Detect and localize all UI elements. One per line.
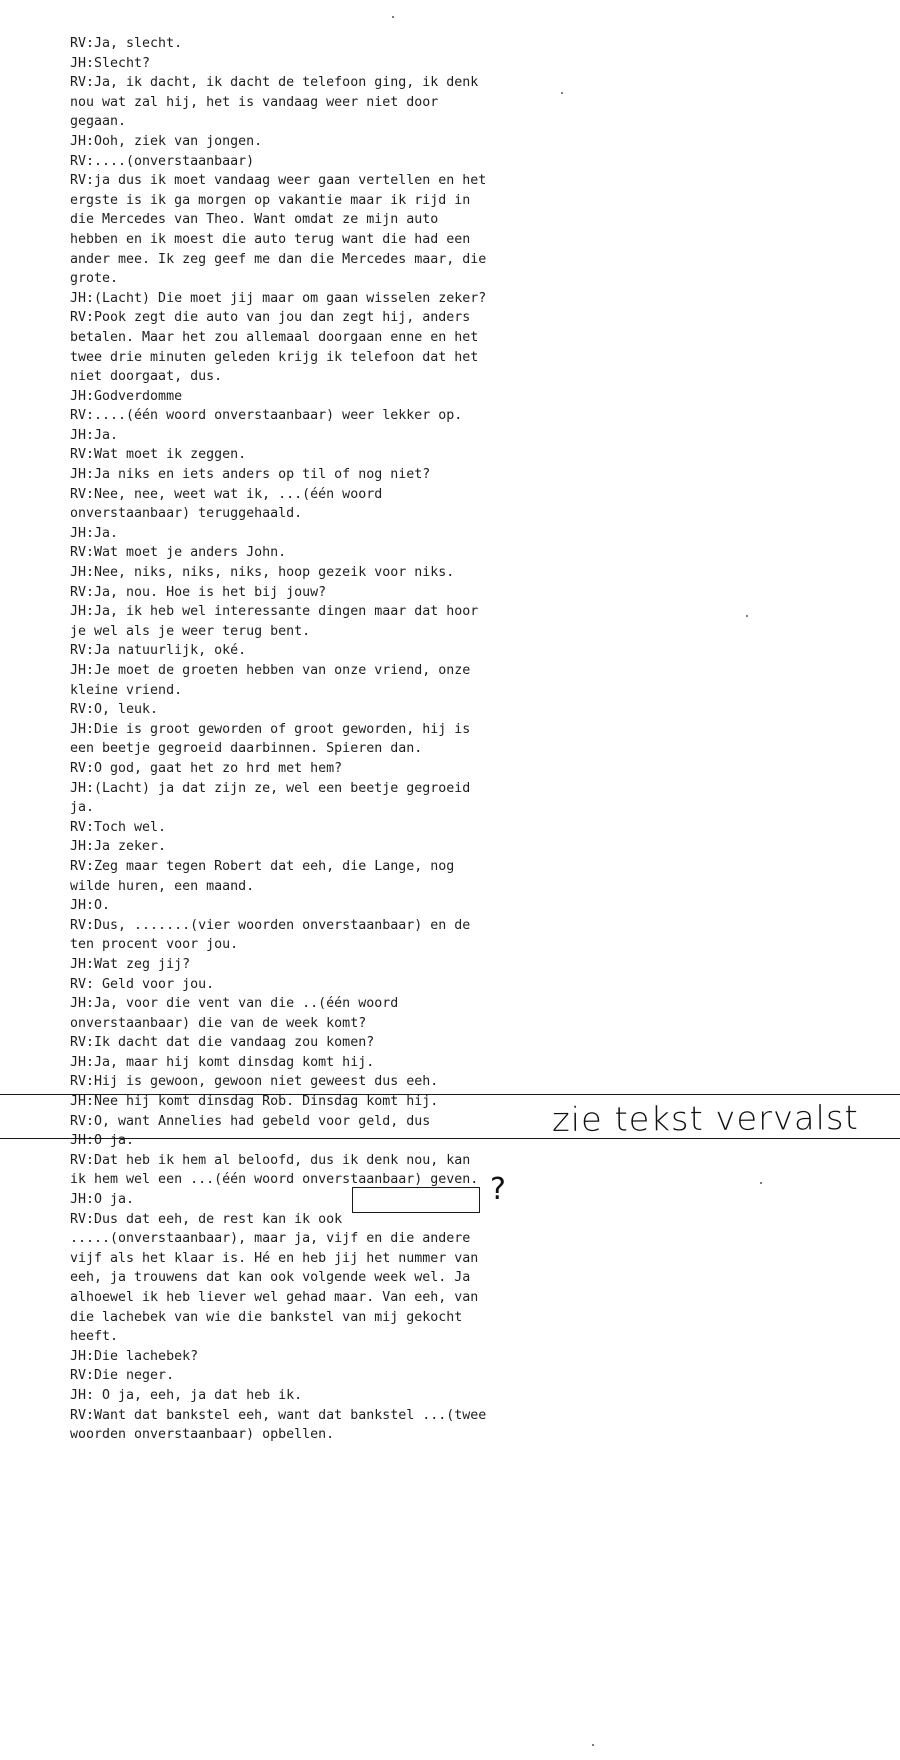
transcript-line: ten procent voor jou. xyxy=(70,937,239,953)
transcript-line: grote. xyxy=(70,271,119,287)
transcript-line: RV: Geld voor jou. xyxy=(70,976,215,992)
transcript-line: JH:O ja. xyxy=(70,1192,135,1208)
transcript-line: RV:Dus dat eeh, de rest kan ik ook xyxy=(70,1211,343,1227)
transcript-line: RV:Zeg maar tegen Robert dat eeh, die Lange, nog xyxy=(70,858,455,874)
transcript-line: woorden onverstaanbaar) opbellen. xyxy=(70,1427,335,1443)
transcript-line: wilde huren, een maand. xyxy=(70,878,255,894)
transcript-line: JH:Ja zeker. xyxy=(70,839,167,855)
scan-speck xyxy=(760,1182,762,1184)
transcript-line: JH:O. xyxy=(70,898,111,914)
transcript-line: RV:Ja natuurlijk, oké. xyxy=(70,643,247,659)
transcript-line: ander mee. Ik zeg geef me dan die Mercedes maar, die xyxy=(70,251,487,267)
transcript-line: RV:....(één woord onverstaanbaar) weer lekker op. xyxy=(70,408,463,424)
transcript-line: JH:Die lachebek? xyxy=(70,1348,199,1364)
transcript-line: RV:Die neger. xyxy=(70,1368,175,1384)
transcript-line: ergste is ik ga morgen op vakantie maar ik rijd in xyxy=(70,192,471,208)
handdrawn-box-mark xyxy=(352,1187,480,1213)
transcript-line: alhoewel ik heb liever wel gehad maar. Van eeh, van xyxy=(70,1290,479,1305)
transcript-line: RV:Dus, .......(vier woorden onverstaanbaar) en de xyxy=(70,917,471,933)
transcript-line: niet doorgaat, dus. xyxy=(70,369,223,385)
transcript-line: JH:(Lacht) Die moet jij maar om gaan wisselen zeker? xyxy=(70,290,487,306)
transcript-body xyxy=(70,34,590,1445)
transcript-line: je wel als je weer terug bent. xyxy=(70,623,311,639)
transcript-line: JH:Godverdomme xyxy=(70,388,183,404)
transcript-line: JH:Nee hij komt dinsdag Rob. Dinsdag komt hij. xyxy=(70,1094,439,1110)
transcript-line: RV:Ja, ik dacht, ik dacht de telefoon ging, ik denk xyxy=(70,75,479,91)
transcript-line: JH:Wat zeg jij? xyxy=(70,956,191,972)
transcript-line: RV:O, want Annelies had gebeld voor geld, dus xyxy=(70,1113,431,1129)
transcript-line: RV:Ja, nou. Hoe is het bij jouw? xyxy=(70,584,327,600)
strike-rule-bottom xyxy=(0,1138,900,1139)
transcript-line: onverstaanbaar) die van de week komt? xyxy=(70,1015,367,1031)
transcript-line: nou wat zal hij, het is vandaag weer niet door xyxy=(70,94,439,110)
scan-speck xyxy=(392,16,394,18)
handwritten-margin-note: zie tekst vervalst xyxy=(551,1097,859,1139)
transcript-line: JH:Ja. xyxy=(70,525,119,541)
transcript-line: RV:O, leuk. xyxy=(70,702,159,718)
transcript-line: RV:Ja, slecht. xyxy=(70,36,183,51)
transcript-line: vijf als het klaar is. Hé en heb jij het nummer van xyxy=(70,1250,479,1266)
transcript-line: RV:Toch wel. xyxy=(70,819,167,835)
transcript-line: JH:Je moet de groeten hebben van onze vriend, onze xyxy=(70,663,471,678)
transcript-line: ja. xyxy=(70,800,95,816)
transcript-line: gegaan. xyxy=(70,114,127,130)
transcript-line: onverstaanbaar) teruggehaald. xyxy=(70,506,303,522)
transcript-line: RV:ja dus ik moet vandaag weer gaan vertellen en het xyxy=(70,173,487,189)
transcript-line: kleine vriend. xyxy=(70,682,183,698)
transcript-line: eeh, ja trouwens dat kan ook volgende week wel. Ja xyxy=(70,1270,471,1286)
transcript-line: .....(onverstaanbaar), maar ja, vijf en die andere xyxy=(70,1231,471,1247)
transcript-line: JH:Ja, ik heb wel interessante dingen maar dat hoor xyxy=(70,604,479,620)
transcript-line: JH:Ja, maar hij komt dinsdag komt hij. xyxy=(70,1054,375,1070)
transcript-line: JH:Ja, voor die vent van die ..(één woord xyxy=(70,996,399,1012)
scan-speck xyxy=(746,615,748,617)
transcript-line: JH:Ja niks en iets anders op til of nog niet? xyxy=(70,467,431,483)
transcript-line: JH:Nee, niks, niks, niks, hoop gezeik voor niks. xyxy=(70,565,455,581)
scan-speck xyxy=(592,1744,594,1746)
transcript-line: JH:O ja. xyxy=(70,1133,135,1149)
transcript-line: JH:Ooh, ziek van jongen. xyxy=(70,133,263,149)
transcript-line: JH:Die is groot geworden of groot geworden, hij is xyxy=(70,721,471,737)
transcript-line: die Mercedes van Theo. Want omdat ze mijn auto xyxy=(70,212,439,228)
transcript-line: RV:Ik dacht dat die vandaag zou komen? xyxy=(70,1035,375,1051)
transcript-line: JH:Ja. xyxy=(70,427,119,443)
transcript-line: die lachebek van wie die bankstel van mij gekocht xyxy=(70,1309,463,1325)
handwritten-question-mark: ? xyxy=(490,1172,506,1207)
transcript-line: hebben en ik moest die auto terug want die had een xyxy=(70,231,471,247)
transcript-line: een beetje gegroeid daarbinnen. Spieren dan. xyxy=(70,741,423,757)
scan-speck xyxy=(561,92,563,94)
transcript-line: heeft. xyxy=(70,1329,119,1345)
transcript-line: twee drie minuten geleden krijg ik telefoon dat het xyxy=(70,349,479,365)
transcript-line: ik hem wel een ...(één woord onverstaanbaar) geven. xyxy=(70,1172,479,1188)
transcript-line: betalen. Maar het zou allemaal doorgaan enne en het xyxy=(70,329,479,345)
transcript-line: JH:(Lacht) ja dat zijn ze, wel een beetje gegroeid xyxy=(70,780,471,796)
transcript-line: RV:Dat heb ik hem al beloofd, dus ik denk nou, kan xyxy=(70,1152,471,1168)
transcript-line: RV:Hij is gewoon, gewoon niet geweest dus eeh. xyxy=(70,1074,439,1090)
transcript-line: JH: O ja, eeh, ja dat heb ik. xyxy=(70,1387,303,1403)
transcript-line: RV:Want dat bankstel eeh, want dat bankstel ...(twee xyxy=(70,1407,487,1423)
transcript-line: RV:Pook zegt die auto van jou dan zegt hij, anders xyxy=(70,310,471,326)
transcript-line: RV:Wat moet ik zeggen. xyxy=(70,447,247,463)
transcript-line: RV:O god, gaat het zo hrd met hem? xyxy=(70,760,343,776)
transcript-line: RV:Nee, nee, weet wat ik, ...(één woord xyxy=(70,486,383,502)
transcript-line: RV:Wat moet je anders John. xyxy=(70,545,287,561)
transcript-line: RV:....(onverstaanbaar) xyxy=(70,153,255,169)
transcript-line: JH:Slecht? xyxy=(70,55,151,71)
strike-rule-top xyxy=(0,1094,900,1095)
